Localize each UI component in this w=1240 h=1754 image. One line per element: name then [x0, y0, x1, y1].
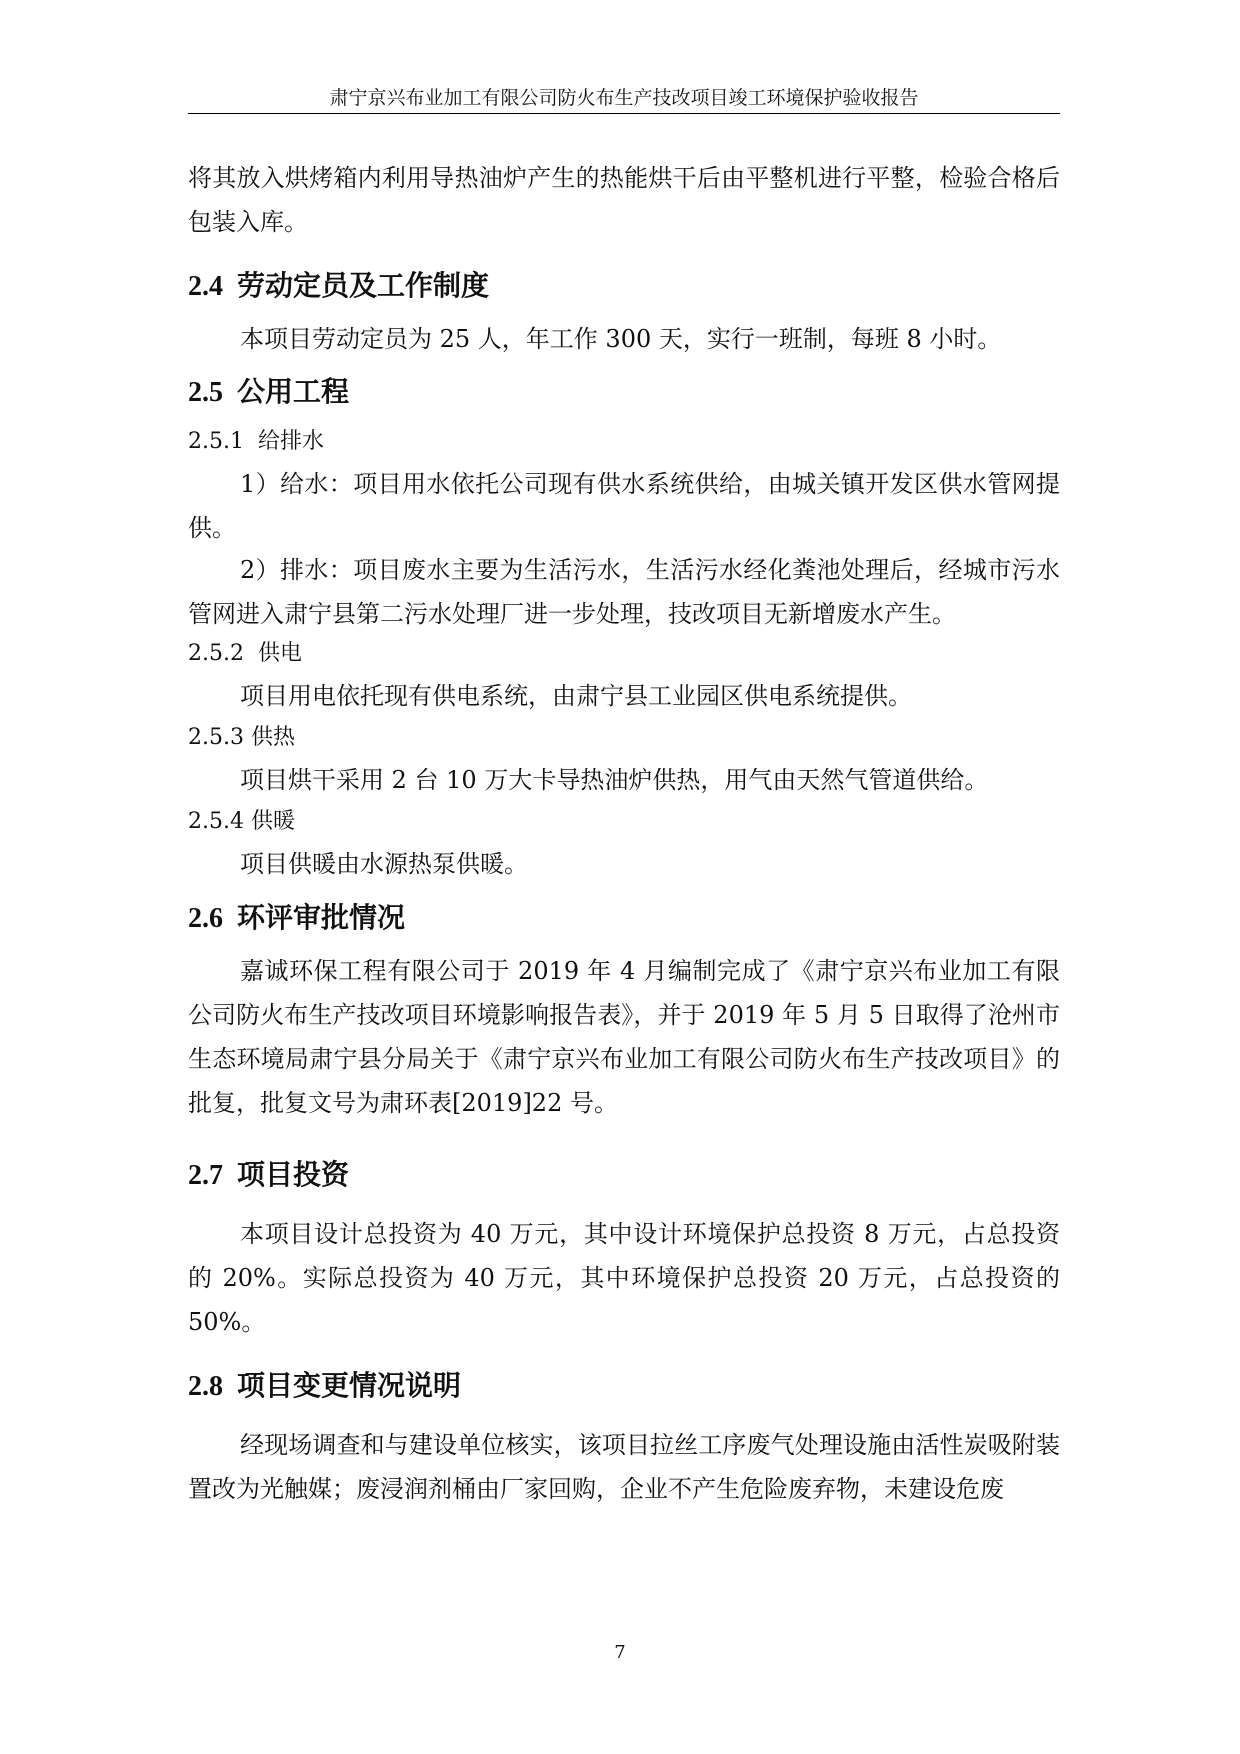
section-title: 环评审批情况 — [237, 901, 406, 934]
subsection-number: 2.5.1 — [188, 429, 244, 454]
section-heading-2-7 — [188, 1149, 1060, 1202]
section-title: 劳动定员及工作制度 — [237, 269, 490, 302]
drainage-paragraph: 2）排水：项目废水主要为生活污水，生活污水经化粪池处理后，经城市污水管网进入肃宁县第二污水处理厂进一步处理，技改项目无新增废水产生。 — [188, 556, 1060, 628]
subsection-title: 给排水 — [257, 429, 324, 454]
section-heading-2-4 — [188, 260, 1060, 313]
eia-approval-paragraph: 嘉诚环保工程有限公司于 2019 年 4 月编制完成了《肃宁京兴布业加工有限公司防火布生产技改项目环境影响报告表》，并于 2019 年 5 月 5 日取得了沧州市生态环境局肃宁县分局关于《肃宁京兴布业加工有限公司防火布生产技改项目》的批复，批复文号为肃环表[2019]22 号。 — [188, 957, 1060, 1117]
section-number: 2.8 — [188, 1371, 223, 1402]
heat-supply-paragraph: 项目烘干采用 2 台 10 万大卡导热油炉供热，用气由天然气管道供给。 — [240, 766, 989, 794]
subsection-heading-2-5-1 — [188, 422, 1060, 462]
subsection-heading-2-5-2 — [188, 634, 1060, 674]
section-heading-2-8 — [188, 1360, 1060, 1413]
page-number: 7 — [614, 1642, 626, 1663]
section-title: 项目投资 — [237, 1158, 350, 1191]
section-title: 公用工程 — [237, 375, 350, 408]
section-number: 2.7 — [188, 1160, 223, 1191]
power-supply-paragraph: 项目用电依托现有供电系统，由肃宁县工业园区供电系统提供。 — [240, 682, 912, 710]
subsection-title: 供电 — [257, 641, 302, 666]
section-number: 2.4 — [188, 271, 223, 302]
heating-paragraph: 项目供暖由水源热泵供暖。 — [240, 850, 528, 878]
subsection-heading-2-5-3: 2.5.3 供热 — [188, 725, 295, 750]
section-title: 项目变更情况说明 — [237, 1369, 462, 1402]
page-body — [188, 156, 1060, 1511]
staffing-paragraph: 本项目劳动定员为 25 人，年工作 300 天，实行一班制，每班 8 小时。 — [240, 325, 1002, 353]
section-number: 2.5 — [188, 377, 223, 408]
section-heading-2-6 — [188, 892, 1060, 945]
subsection-heading-2-5-4: 2.5.4 供暖 — [188, 809, 295, 834]
investment-paragraph: 本项目设计总投资为 40 万元，其中设计环境保护总投资 8 万元，占总投资的 20%。实际总投资为 40 万元，其中环境保护总投资 20 万元，占总投资的 50%。 — [188, 1220, 1060, 1336]
subsection-number: 2.5.2 — [188, 641, 244, 666]
intro-paragraph: 将其放入烘烤箱内利用导热油炉产生的热能烘干后由平整机进行平整，检验合格后包装入库。 — [188, 164, 1060, 236]
change-description-paragraph: 经现场调查和与建设单位核实，该项目拉丝工序废气处理设施由活性炭吸附装置改为光触媒；废浸润剂桶由厂家回购，企业不产生危险废弃物，未建设危废 — [188, 1431, 1060, 1503]
water-supply-paragraph: 1）给水：项目用水依托公司现有供水系统供给，由城关镇开发区供水管网提供。 — [188, 470, 1060, 542]
running-header: 肃宁京兴布业加工有限公司防火布生产技改项目竣工环境保护验收报告 — [329, 87, 919, 109]
section-heading-2-5 — [188, 367, 1060, 418]
section-number: 2.6 — [188, 903, 223, 934]
header-divider — [188, 113, 1060, 114]
